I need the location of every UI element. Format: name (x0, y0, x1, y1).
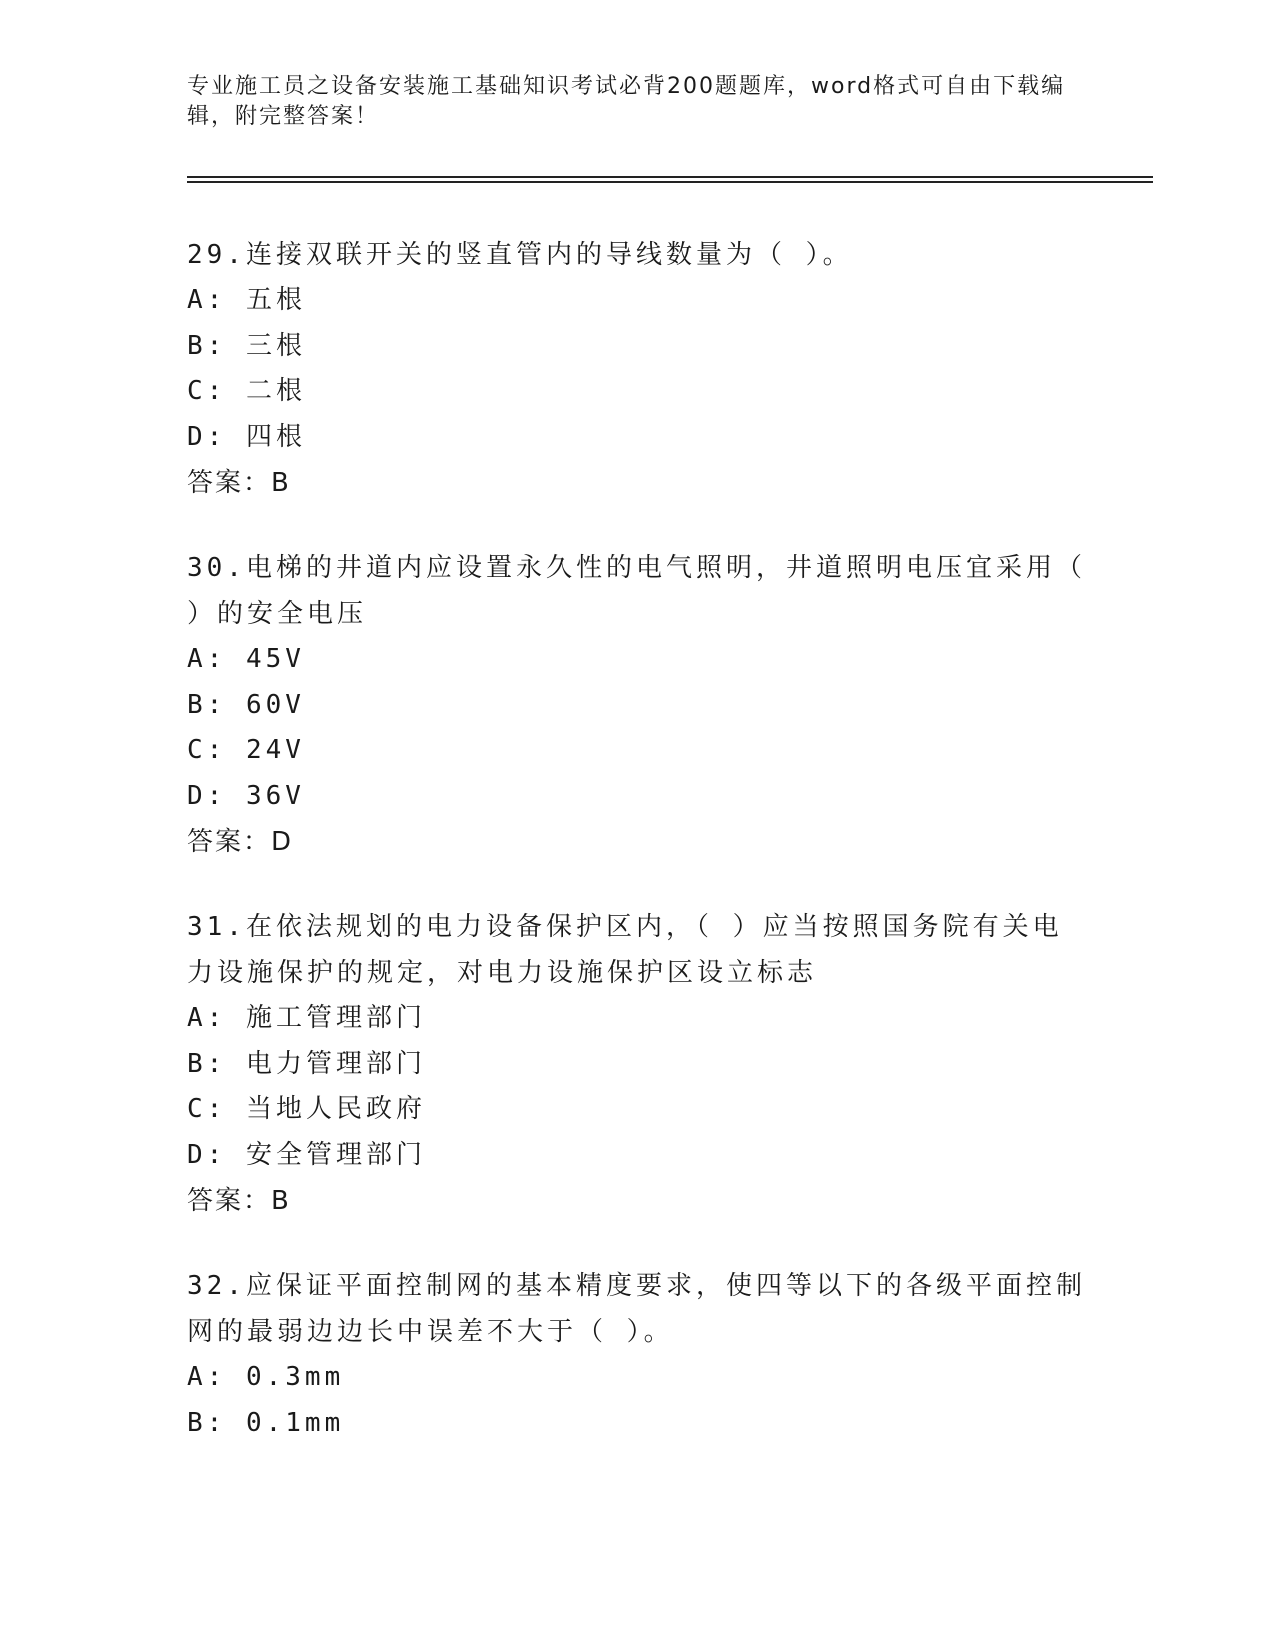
option-a: A: 0.3mm (187, 1362, 345, 1392)
question-31 (187, 904, 1087, 1224)
option-d: D: 36V (187, 780, 305, 811)
option-d: D: 四根 (187, 421, 306, 452)
question-stem: 32.应保证平面控制网的基本精度要求，使四等以下的各级平面控制网的最弱边边长中误差不大于（ ）。 (187, 1271, 1086, 1347)
question-29 (187, 232, 1087, 506)
option-a: A: 45V (187, 644, 305, 674)
option-d: D: 安全管理部门 (187, 1139, 426, 1170)
question-30 (187, 545, 1087, 865)
header-divider-top (187, 176, 1153, 178)
question-32 (187, 1263, 1087, 1446)
header-divider-bottom (187, 181, 1153, 183)
option-b: B: 60V (187, 689, 305, 720)
answer: 答案：B (187, 468, 291, 498)
option-b: B: 三根 (187, 330, 306, 361)
answer: 答案：B (187, 1186, 291, 1216)
option-a: A: 五根 (187, 285, 306, 315)
answer: 答案：D (187, 827, 294, 857)
option-c: C: 24V (187, 735, 305, 765)
option-c: C: 当地人民政府 (187, 1094, 426, 1124)
question-stem: 30.电梯的井道内应设置永久性的电气照明，井道照明电压宜采用（ ）的安全电压 (187, 553, 1086, 629)
document-header (187, 72, 1067, 132)
header-title: 专业施工员之设备安装施工基础知识考试必背200题题库，word格式可自由下载编辑，附完整答案！ (187, 74, 1066, 129)
question-stem: 29.连接双联开关的竖直管内的导线数量为（ ）。 (187, 240, 853, 270)
option-b: B: 电力管理部门 (187, 1048, 426, 1079)
option-a: A: 施工管理部门 (187, 1003, 426, 1033)
question-list (187, 232, 1087, 1485)
option-b: B: 0.1mm (187, 1407, 345, 1438)
question-stem: 31.在依法规划的电力设备保护区内，（ ）应当按照国务院有关电力设施保护的规定，对电力设施保护区设立标志 (187, 912, 1063, 988)
option-c: C: 二根 (187, 376, 306, 406)
